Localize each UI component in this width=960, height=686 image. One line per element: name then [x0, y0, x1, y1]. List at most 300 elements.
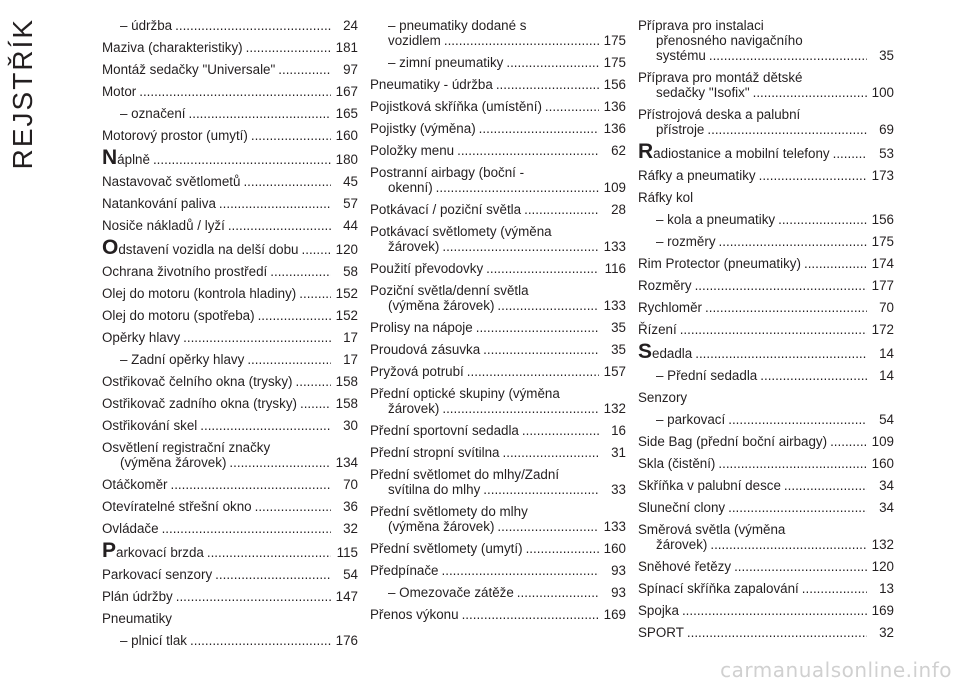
index-entry-label: Rim Protector (pneumatiky)	[638, 256, 801, 271]
index-entry	[370, 364, 626, 379]
index-entry	[370, 423, 626, 438]
index-entry-line	[370, 180, 626, 195]
dot-leader	[251, 128, 331, 143]
dot-leader	[719, 234, 867, 249]
index-entry-label: Sluneční clony	[638, 500, 726, 515]
dot-leader	[462, 607, 599, 622]
dot-leader	[457, 143, 599, 158]
index-entry-label: Ostřikovač zadního okna (trysky)	[102, 396, 297, 411]
index-entry-line	[102, 418, 358, 433]
page-number: 156	[871, 212, 894, 227]
index-entry-line	[370, 202, 626, 217]
index-entry	[370, 541, 626, 556]
index-entry-label: žárovek)	[656, 537, 708, 552]
index-entry-label: – parkovací	[656, 412, 726, 427]
page-number: 116	[604, 261, 626, 276]
page-number: 17	[343, 330, 358, 345]
index-entry-line	[102, 396, 358, 411]
index-entry	[102, 84, 358, 99]
index-entry	[370, 224, 626, 254]
dot-leader	[467, 364, 599, 379]
index-entry-line	[638, 581, 894, 596]
index-entry-label: Přední sportovní sedadla	[370, 423, 519, 438]
index-entry-line	[638, 33, 894, 48]
dot-leader	[728, 500, 867, 515]
index-entry	[638, 390, 894, 405]
page-number: 14	[879, 368, 894, 383]
index-entry-line	[370, 386, 626, 401]
section-letter: R	[638, 140, 654, 163]
index-entry-line	[370, 342, 626, 357]
index-entry-label: Potkávací / poziční světla	[370, 202, 522, 217]
index-entry	[102, 40, 358, 55]
page-number: 54	[343, 567, 358, 582]
page-number: 172	[871, 322, 894, 337]
index-entry-label: Motor	[102, 84, 137, 99]
index-entry-label: (výměna žárovek)	[120, 455, 227, 470]
index-entry	[102, 218, 358, 233]
index-entry	[638, 340, 894, 363]
page-number: 158	[335, 374, 358, 389]
index-entry	[370, 99, 626, 114]
index-entry-line	[638, 190, 894, 205]
index-entry-label: Skla (čistění)	[638, 456, 716, 471]
index-entry	[638, 434, 894, 449]
index-entry-label: áplně	[117, 152, 150, 167]
index-entry	[102, 396, 358, 411]
page-number: 109	[603, 180, 626, 195]
index-entry	[638, 581, 894, 596]
index-entry	[102, 18, 358, 33]
index-entry-line	[638, 256, 894, 271]
index-entry-line	[370, 467, 626, 482]
dot-leader	[270, 264, 331, 279]
index-entry-label: dstavení vozidla na delší dobu	[118, 242, 299, 257]
index-entry-line	[370, 239, 626, 254]
index-entry	[638, 70, 894, 100]
page-number: 44	[343, 218, 358, 233]
index-entry-label: okenní)	[388, 180, 433, 195]
index-entry	[638, 18, 894, 63]
index-entry	[638, 603, 894, 618]
index-entry-line	[638, 234, 894, 249]
index-entry-line	[638, 70, 894, 85]
page-number: 176	[335, 633, 358, 648]
dot-leader	[506, 55, 599, 70]
index-entry-label: systému	[656, 48, 706, 63]
dot-leader	[759, 168, 867, 183]
index-entry-line	[370, 607, 626, 622]
index-entry-label: Ráfky a pneumatiky	[638, 168, 756, 183]
index-entry-line	[370, 563, 626, 578]
page-number: 160	[871, 456, 894, 471]
index-entry-label: Otevíratelné střešní okno	[102, 499, 252, 514]
index-entry-label: Nastavovač světlometů	[102, 174, 241, 189]
index-entry	[638, 322, 894, 337]
index-entry-label: (výměna žárovek)	[388, 519, 495, 534]
index-entry-line	[102, 611, 358, 626]
dot-leader	[476, 320, 599, 335]
index-entry-line	[102, 521, 358, 536]
dot-leader	[175, 18, 331, 33]
index-column-2	[370, 18, 626, 629]
index-entry	[102, 539, 358, 562]
index-entry	[638, 368, 894, 383]
index-entry-label: Položky menu	[370, 143, 455, 158]
index-entry-line	[370, 423, 626, 438]
page-number: 157	[603, 364, 626, 379]
dot-leader	[139, 84, 331, 99]
page-number: 132	[871, 537, 894, 552]
index-entry-label: – údržba	[120, 18, 173, 33]
index-entry	[102, 62, 358, 77]
page-number: 69	[879, 122, 894, 137]
index-entry	[370, 283, 626, 313]
dot-leader	[707, 122, 867, 137]
dot-leader	[497, 298, 599, 313]
dot-leader	[302, 242, 332, 257]
index-entry-label: Rozměry	[638, 278, 692, 293]
page-number: 45	[343, 174, 358, 189]
dot-leader	[442, 239, 599, 254]
index-entry-label: Parkovací senzory	[102, 567, 213, 582]
index-entry-label: Přední světlomety (umytí)	[370, 541, 523, 556]
dot-leader	[189, 106, 331, 121]
index-entry-line	[370, 320, 626, 335]
page-number: 100	[871, 85, 894, 100]
index-entry-line	[638, 390, 894, 405]
index-entry-label: Proudová zásuvka	[370, 342, 481, 357]
page-number: 35	[611, 320, 626, 335]
index-entry-line	[102, 146, 358, 169]
index-entry-line	[370, 482, 626, 497]
index-entry-line	[370, 445, 626, 460]
index-entry	[370, 77, 626, 92]
index-entry-line	[638, 122, 894, 137]
index-entry-line	[102, 589, 358, 604]
dot-leader	[255, 499, 331, 514]
watermark: carmanualsonline.info	[720, 658, 952, 682]
dot-leader	[496, 77, 599, 92]
page-number: 109	[871, 434, 894, 449]
index-entry-line	[102, 499, 358, 514]
page-number: 173	[871, 168, 894, 183]
index-entry-label: Řízení	[638, 322, 677, 337]
index-entry-line	[370, 519, 626, 534]
index-entry-label: – označení	[120, 106, 186, 121]
page-number: 175	[603, 55, 626, 70]
page-number: 58	[343, 264, 358, 279]
index-entry-label: – rozměry	[656, 234, 716, 249]
page-number: 16	[611, 423, 626, 438]
index-entry	[638, 522, 894, 552]
index-entry-line	[102, 374, 358, 389]
page-number: 62	[611, 143, 626, 158]
index-entry	[638, 300, 894, 315]
index-entry-line	[638, 18, 894, 33]
index-entry-line	[638, 212, 894, 227]
index-entry	[638, 107, 894, 137]
dot-leader	[247, 352, 331, 367]
index-entry-label: – Přední sedadla	[656, 368, 758, 383]
index-entry-line	[370, 165, 626, 180]
index-entry-line	[638, 368, 894, 383]
index-entry-label: – zimní pneumatiky	[388, 55, 504, 70]
index-entry-line	[102, 286, 358, 301]
index-entry-line	[638, 522, 894, 537]
dot-leader	[802, 581, 867, 596]
index-entry-label: – pneumatiky dodané s	[388, 18, 527, 33]
index-entry-label: arkovací brzda	[116, 545, 204, 560]
index-entry-label: žárovek)	[388, 239, 440, 254]
index-entry-label: Spínací skříňka zapalování	[638, 581, 799, 596]
index-entry-line	[638, 456, 894, 471]
index-entry-label: svítilna do mlhy	[388, 482, 481, 497]
index-entry-label: adiostanice a mobilní telefony	[653, 146, 830, 161]
index-entry-label: Přední světlomet do mlhy/Zadní	[370, 467, 560, 482]
index-entry-line	[370, 224, 626, 239]
index-entry-label: Přenos výkonu	[370, 607, 459, 622]
index-entry-line	[370, 541, 626, 556]
dot-leader	[296, 374, 331, 389]
index-entry-line	[370, 33, 626, 48]
index-entry-label: přenosného navigačního	[656, 33, 803, 48]
index-entry	[370, 504, 626, 534]
index-entry-line	[370, 99, 626, 114]
page-number: 175	[871, 234, 894, 249]
index-entry	[638, 234, 894, 249]
index-entry-line	[102, 218, 358, 233]
index-entry-line	[638, 500, 894, 515]
index-entry	[102, 567, 358, 582]
index-entry-line	[102, 308, 358, 323]
dot-leader	[833, 146, 867, 161]
page-number: 32	[343, 521, 358, 536]
index-entry-label: – kola a pneumatiky	[656, 212, 776, 227]
index-entry-line	[102, 352, 358, 367]
index-entry	[102, 440, 358, 470]
index-entry-line	[638, 340, 894, 363]
index-entry	[102, 106, 358, 121]
page-number: 132	[603, 401, 626, 416]
index-entry	[102, 146, 358, 169]
page-number: 133	[603, 519, 626, 534]
dot-leader	[207, 545, 331, 560]
index-entry-label: Ráfky kol	[638, 190, 694, 205]
page-number: 36	[343, 499, 358, 514]
index-entry-label: – plnicí tlak	[120, 633, 187, 648]
side-title-text: REJSTŘÍK	[7, 18, 38, 170]
page-number: 70	[343, 477, 358, 492]
index-entry-line	[638, 559, 894, 574]
page-number: 167	[335, 84, 358, 99]
dot-leader	[219, 196, 331, 211]
index-entry-line	[102, 236, 358, 259]
index-entry	[102, 196, 358, 211]
index-entry	[370, 342, 626, 357]
index-entry-line	[102, 477, 358, 492]
index-entry-label: Maziva (charakteristiky)	[102, 40, 243, 55]
index-entry	[638, 278, 894, 293]
index-entry-line	[102, 128, 358, 143]
index-entry-line	[370, 121, 626, 136]
dot-leader	[753, 85, 867, 100]
index-entry-line	[370, 585, 626, 600]
index-entry-label: Osvětlení registrační značky	[102, 440, 271, 455]
page-number: 54	[879, 412, 894, 427]
index-entry-label: Ochrana životního prostředí	[102, 264, 268, 279]
index-entry-label: Prolisy na nápoje	[370, 320, 473, 335]
index-entry	[102, 418, 358, 433]
dot-leader	[710, 537, 867, 552]
dot-leader	[243, 174, 331, 189]
dot-leader	[760, 368, 867, 383]
index-entry	[102, 174, 358, 189]
index-entry-label: Side Bag (přední boční airbagy)	[638, 434, 828, 449]
page-number: 53	[879, 146, 894, 161]
index-entry-line	[102, 633, 358, 648]
index-entry-label: Přední světlomety do mlhy	[370, 504, 528, 519]
index-entry-label: Příprava pro instalaci	[638, 18, 764, 33]
dot-leader	[229, 455, 331, 470]
index-entry	[370, 143, 626, 158]
index-entry-line	[370, 364, 626, 379]
index-entry	[370, 55, 626, 70]
dot-leader	[442, 401, 599, 416]
index-entry-label: Natankování paliva	[102, 196, 216, 211]
page-number: 13	[879, 581, 894, 596]
page-number: 169	[871, 603, 894, 618]
page-number: 17	[343, 352, 358, 367]
index-entry	[638, 168, 894, 183]
index-entry	[102, 308, 358, 323]
index-entry-line	[638, 434, 894, 449]
index-column-3	[638, 18, 894, 647]
index-entry	[638, 256, 894, 271]
page-number: 33	[611, 482, 626, 497]
dot-leader	[483, 342, 599, 357]
index-entry-label: Potkávací světlomety (výměna	[370, 224, 552, 239]
index-entry	[102, 589, 358, 604]
index-entry-label: Pryžová potrubí	[370, 364, 464, 379]
dot-leader	[705, 300, 867, 315]
index-entry-label: Použití převodovky	[370, 261, 484, 276]
index-entry-label: přístroje	[656, 122, 705, 137]
page-number: 70	[879, 300, 894, 315]
index-entry-line	[102, 330, 358, 345]
index-entry	[102, 374, 358, 389]
index-entry-label: SPORT	[638, 625, 684, 640]
dot-leader	[200, 418, 331, 433]
index-entry-line	[102, 196, 358, 211]
index-entry-line	[370, 55, 626, 70]
index-entry-label: Motorový prostor (umytí)	[102, 128, 248, 143]
index-entry-label: Směrová světla (výměna	[638, 522, 786, 537]
index-entry	[638, 559, 894, 574]
dot-leader	[695, 346, 867, 361]
page-number: 158	[335, 396, 358, 411]
index-entry-line	[102, 539, 358, 562]
section-letter: N	[102, 146, 118, 169]
page-number: 136	[603, 99, 626, 114]
page-number: 31	[611, 445, 626, 460]
dot-leader	[718, 456, 867, 471]
page-number: 115	[336, 545, 358, 560]
index-entry-line	[370, 401, 626, 416]
dot-leader	[190, 633, 331, 648]
page-number: 175	[603, 33, 626, 48]
index-entry-label: žárovek)	[388, 401, 440, 416]
dot-leader	[687, 625, 867, 640]
index-entry-label: (výměna žárovek)	[388, 298, 495, 313]
index-entry	[638, 500, 894, 515]
index-entry-line	[102, 440, 358, 455]
index-entry	[370, 585, 626, 600]
index-entry-label: Pojistková skříňka (umístění)	[370, 99, 542, 114]
dot-leader	[734, 559, 867, 574]
index-entry-label: Montáž sedačky "Universale"	[102, 62, 276, 77]
index-entry-label: Postranní airbagy (boční -	[370, 165, 525, 180]
index-entry	[102, 128, 358, 143]
index-entry	[638, 478, 894, 493]
index-entry-line	[102, 174, 358, 189]
dot-leader	[524, 202, 599, 217]
page-number: 120	[335, 242, 358, 257]
dot-leader	[682, 603, 867, 618]
index-entry	[102, 499, 358, 514]
index-entry	[638, 456, 894, 471]
page-number: 34	[879, 500, 894, 515]
page-number: 35	[879, 48, 894, 63]
dot-leader	[483, 482, 599, 497]
dot-leader	[183, 330, 331, 345]
dot-leader	[680, 322, 867, 337]
index-entry-label: Sněhové řetězy	[638, 559, 732, 574]
index-entry-label: Olej do motoru (kontrola hladiny)	[102, 286, 297, 301]
dot-leader	[526, 541, 599, 556]
index-entry-label: Předpínače	[370, 563, 439, 578]
index-entry-label: – Zadní opěrky hlavy	[120, 352, 245, 367]
index-entry-label: Rychloměr	[638, 300, 702, 315]
dot-leader	[804, 256, 867, 271]
page-number: 136	[603, 121, 626, 136]
index-entry-line	[638, 322, 894, 337]
dot-leader	[479, 121, 599, 136]
dot-leader	[215, 567, 331, 582]
index-entry	[370, 202, 626, 217]
page-number: 133	[603, 298, 626, 313]
index-entry	[370, 320, 626, 335]
index-entry-label: Spojka	[638, 603, 679, 618]
index-entry-line	[638, 140, 894, 163]
index-entry-line	[102, 40, 358, 55]
page-number: 28	[611, 202, 626, 217]
page-number: 120	[871, 559, 894, 574]
index-entry-label: Přední stropní svítilna	[370, 445, 500, 460]
index-entry	[370, 18, 626, 48]
dot-leader	[436, 180, 599, 195]
index-entry-line	[370, 283, 626, 298]
dot-leader	[545, 99, 599, 114]
index-entry	[102, 521, 358, 536]
dot-leader	[299, 286, 331, 301]
index-entry-line	[638, 278, 894, 293]
dot-leader	[497, 519, 599, 534]
index-entry	[370, 563, 626, 578]
dot-leader	[784, 478, 867, 493]
index-entry	[638, 212, 894, 227]
page-number: 181	[335, 40, 358, 55]
